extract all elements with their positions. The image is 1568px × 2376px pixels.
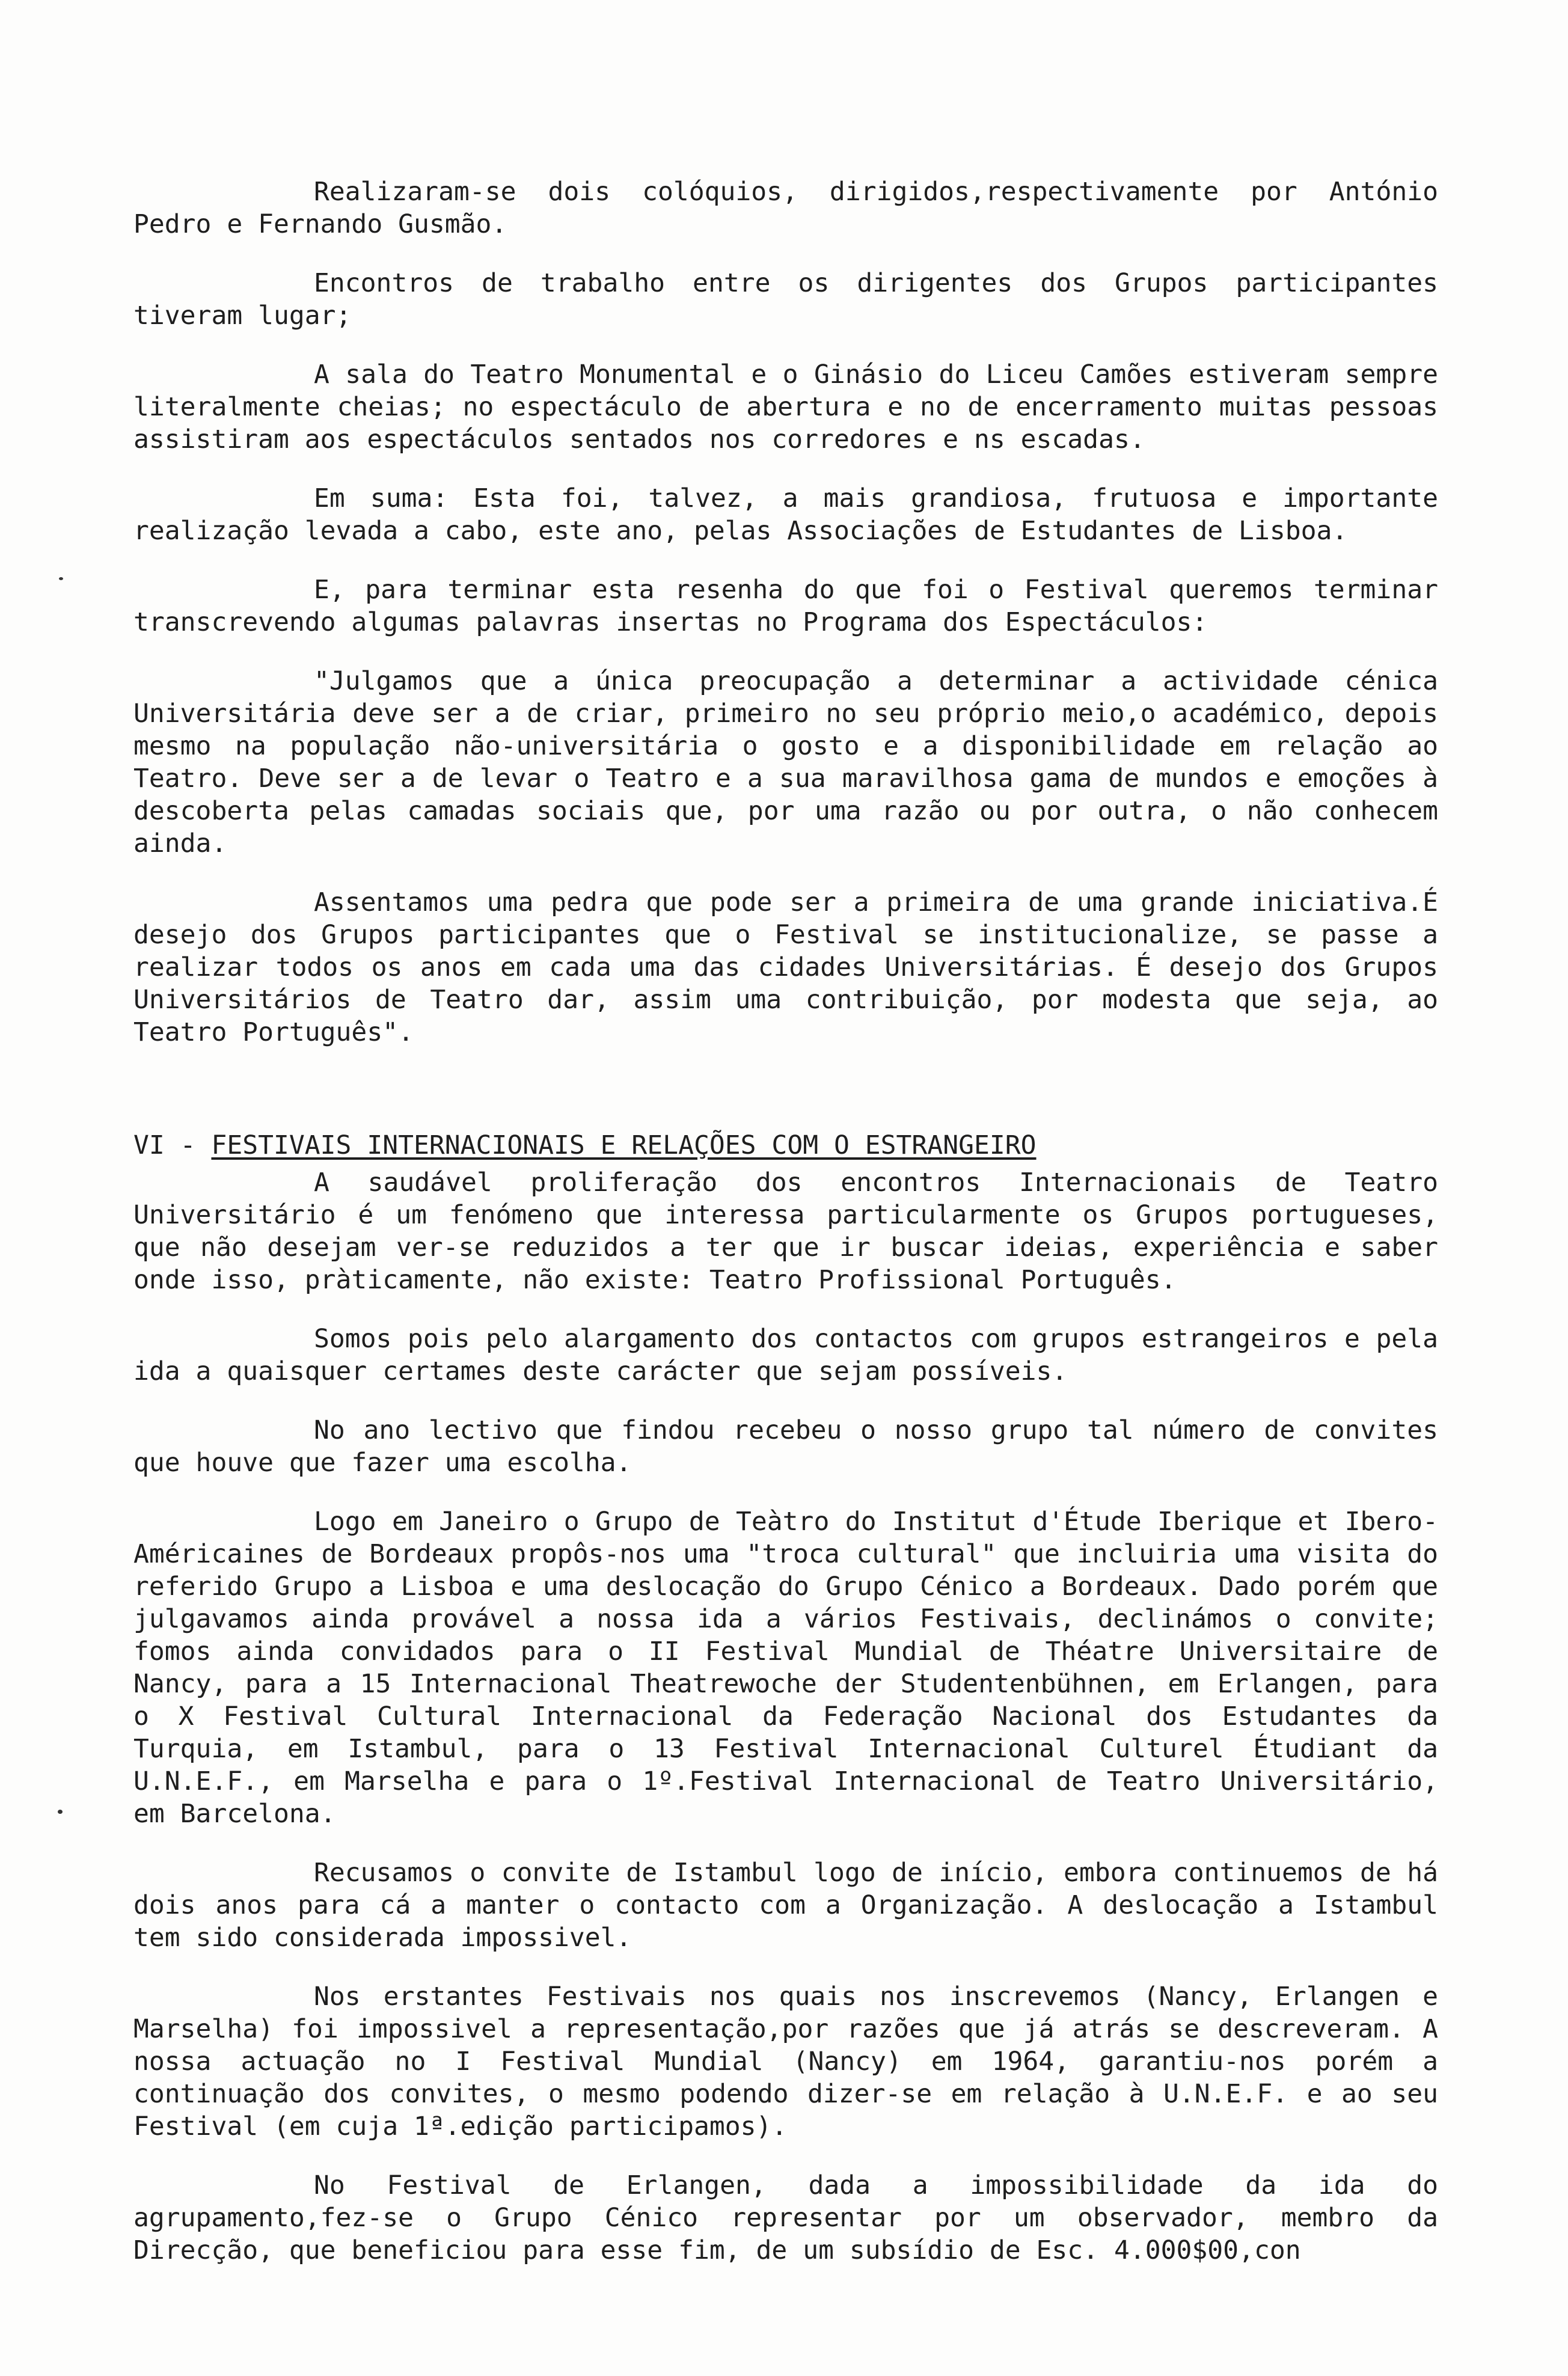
paragraph: Realizaram-se dois colóquios, dirigidos,respectivamente por António Pedro e Fernando Gusmão. (133, 177, 1438, 239)
paragraph: Recusamos o convite de Istambul logo de início, embora continuemos de há dois anos para cá a manter o contacto com a Organização. A deslocação a Istambul tem sido considerada impossivel. (133, 1858, 1438, 1953)
section-heading (133, 1129, 1438, 1162)
section-title: FESTIVAIS INTERNACIONAIS E RELAÇÕES COM O ESTRANGEIRO (211, 1130, 1037, 1160)
scan-speck (59, 577, 63, 580)
paragraph: Em suma: Esta foi, talvez, a mais grandiosa, frutuosa e importante realização levada a cabo, este ano, pelas Associações de Estudantes de Lisboa. (133, 483, 1438, 546)
paragraph: Nos erstantes Festivais nos quais nos inscrevemos (Nancy, Erlangen e Marselha) foi impossivel a representação,por razões que já atrás se descreveram. A nossa actuação no I Festival Mundial (Nancy) em 1964, garantiu-nos porém a continuação dos convites, o mesmo podendo dizer-se em relação à U.N.E.F. e ao seu Festival (em cuja 1ª.edição participamos). (133, 1982, 1438, 2142)
section-number: VI - (133, 1130, 196, 1160)
paragraph: Somos pois pelo alargamento dos contactos com grupos estrangeiros e pela ida a quaisquer certames deste carácter que sejam possíveis. (133, 1324, 1438, 1386)
paragraph: A saudável proliferação dos encontros Internacionais de Teatro Universitário é um fenómeno que interessa particularmente os Grupos portugueses, que não desejam ver-se reduzidos a ter que ir buscar ideias, experiência e saber onde isso, pràticamente, não existe: Teatro Profissional Português. (133, 1168, 1438, 1295)
paragraph: Logo em Janeiro o Grupo de Teàtro do Institut d'Étude Iberique et Ibero-Américaines de Bordeaux propôs-nos uma "troca cultural" que incluiria uma visita do referido Grupo a Lisboa e uma deslocação do Grupo Cénico a Bordeaux. Dado porém que julgavamos ainda provável a nossa ida a vários Festivais, declinámos o convite; fomos ainda convidados para o II Festival Mundial de Théatre Universitaire de Nancy, para a 15 Internacional Theatrewoche der Studentenbühnen, em Erlangen, para o X Festival Cultural Internacional da Federação Nacional dos Estudantes da Turquia, em Istambul, para o 13 Festival Internacional Culturel Étudiant da U.N.E.F., em Marselha e para o 1º.Festival Internacional de Teatro Universitário, em Barcelona. (133, 1507, 1438, 1829)
paragraph: E, para terminar esta resenha do que foi o Festival queremos terminar transcrevendo algumas palavras insertas no Programa dos Espectáculos: (133, 575, 1438, 637)
paragraph: A sala do Teatro Monumental e o Ginásio do Liceu Camões estiveram sempre literalmente cheias; no espectáculo de abertura e no de encerramento muitas pessoas assistiram aos espectáculos sentados nos corredores e ns escadas. (133, 360, 1438, 455)
paragraph: No ano lectivo que findou recebeu o nosso grupo tal número de convites que houve que fazer uma escolha. (133, 1415, 1438, 1478)
scan-speck (58, 1810, 63, 1814)
document-text (133, 176, 1438, 2293)
quote-paragraph: "Julgamos que a única preocupação a determinar a actividade cénica Universitária deve ser a de criar, primeiro no seu próprio meio,o académico, depois mesmo na população não-universitária o gosto e a disponibilidade em relação ao Teatro. Deve ser a de levar o Teatro e a sua maravilhosa gama de mundos e emoções à descoberta pelas camadas sociais que, por uma razão ou por outra, o não conhecem ainda. (133, 666, 1438, 859)
paragraph: No Festival de Erlangen, dada a impossibilidade da ida do agrupamento,fez-se o Grupo Cénico representar por um observador, membro da Direcção, que beneficiou para esse fim, de um subsídio de Esc. 4.000$00,con (133, 2170, 1438, 2265)
paragraph: Encontros de trabalho entre os dirigentes dos Grupos participantes tiveram lugar; (133, 268, 1438, 331)
quote-paragraph: Assentamos uma pedra que pode ser a primeira de uma grande iniciativa.É desejo dos Grupos participantes que o Festival se institucionalize, se passe a realizar todos os anos em cada uma das cidades Universitárias. É desejo dos Grupos Universitários de Teatro dar, assim uma contribuição, por modesta que seja, ao Teatro Português". (133, 887, 1438, 1047)
